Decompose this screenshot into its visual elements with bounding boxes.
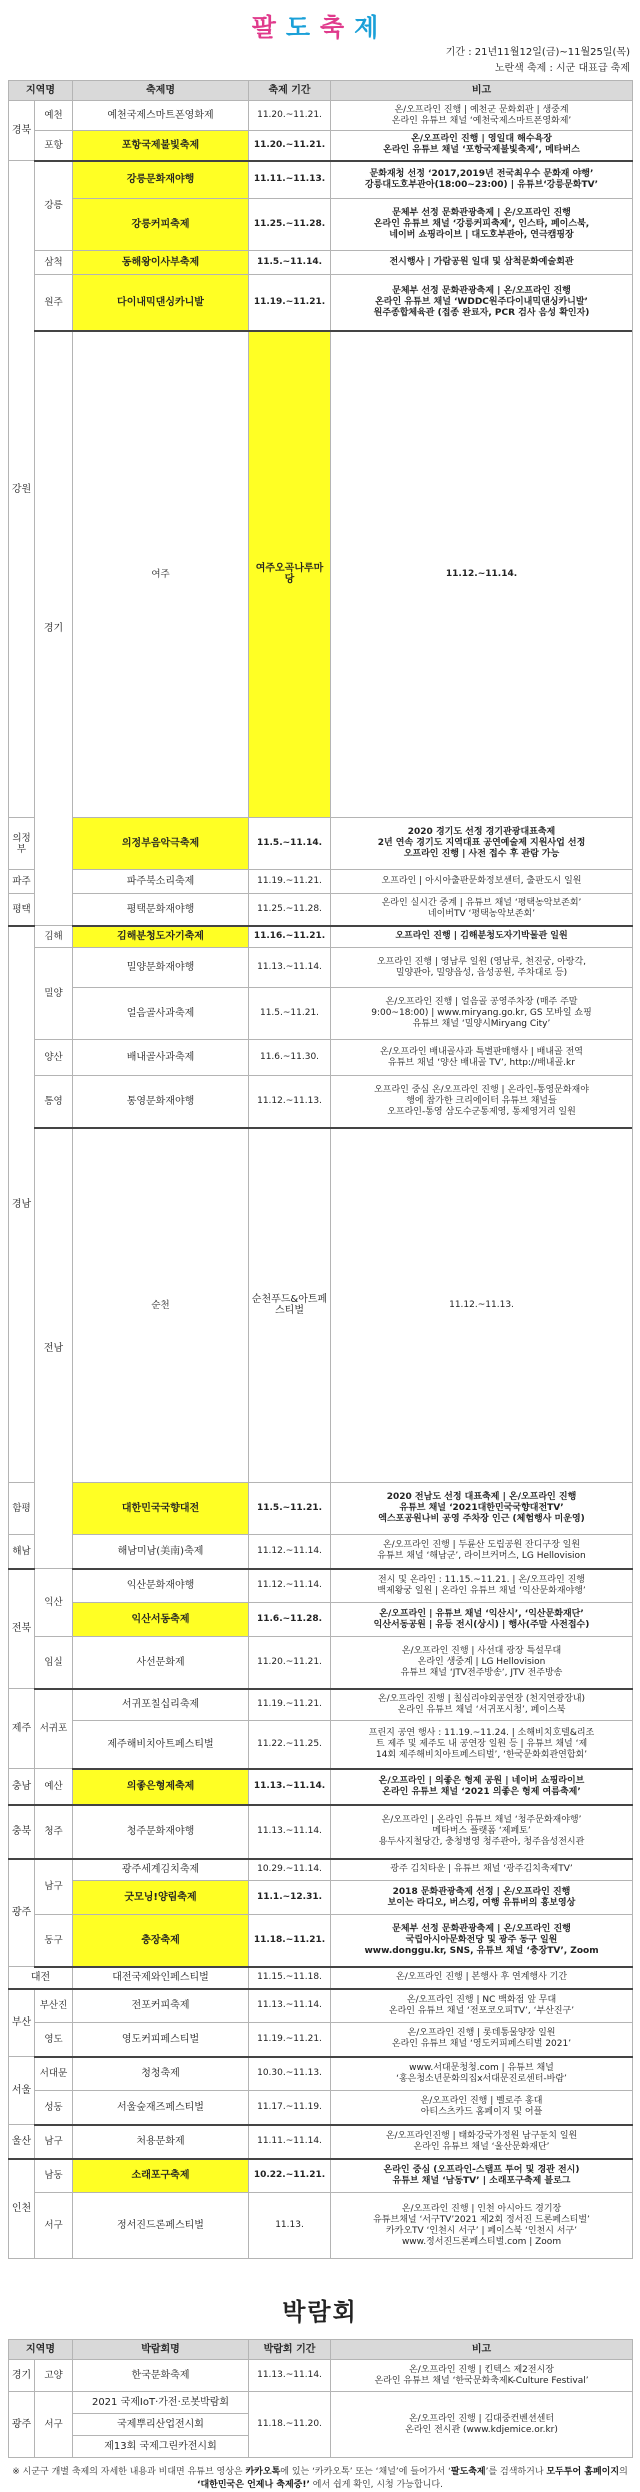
festival-row xyxy=(9,870,633,894)
festival-period: 11.13.~11.14. xyxy=(249,1989,331,2023)
festival-row xyxy=(9,1721,633,1769)
festival-name: 대전국제와인페스티벌 xyxy=(73,1967,249,1989)
festival-note: 2018 문화관광축제 선정 | 온/오프라인 진행 보이는 라디오, 버스킹, 여행 유튜버의 홍보영상 xyxy=(331,1881,633,1915)
expo-header-region: 지역명 xyxy=(9,2340,73,2360)
region-cell: 충남 xyxy=(9,1769,35,1805)
footnote-part: 에서 쉽게 확인, 시청 가능합니다. xyxy=(309,2480,443,2490)
festival-name: 포항국제불빛축제 xyxy=(73,131,249,161)
region-cell: 부산 xyxy=(9,1989,35,2057)
festival-row xyxy=(9,1040,633,1076)
festival-row xyxy=(9,1689,633,1721)
expo-period: 11.18.~11.20. xyxy=(249,2392,331,2458)
festival-name: 강릉문화재야행 xyxy=(73,161,249,199)
festival-name: 처용문화제 xyxy=(73,2125,249,2159)
city-cell: 밀양 xyxy=(35,948,73,1040)
festival-row xyxy=(9,199,633,251)
festival-name: 사선문화제 xyxy=(73,1637,249,1689)
festival-row xyxy=(9,2057,633,2091)
festival-name: 굿모닝!양림축제 xyxy=(73,1881,249,1915)
festival-row xyxy=(9,1483,633,1535)
festival-name: 평택문화재야행 xyxy=(73,894,249,926)
festival-period: 11.25.~11.28. xyxy=(249,199,331,251)
city-cell: 청주 xyxy=(35,1805,73,1859)
festival-note: 온/오프라인 진행 | 얼음골 공영주차장 (매주 주말 9:00~18:00) | www.miryang.go.kr, GS 모바일 쇼핑 유튜브 채널 ‘밀양시Miryang City’ xyxy=(331,988,633,1040)
festival-row xyxy=(9,2193,633,2259)
festival-name: 충장축제 xyxy=(73,1915,249,1967)
festival-period: 11.17.~11.19. xyxy=(249,2091,331,2125)
festival-note: 온/오프라인 진행 | 롯데통물양장 일원 온라인 유튜브 채널 ‘영도커피페스티벌 2021’ xyxy=(331,2023,633,2057)
city-cell: 양산 xyxy=(35,1040,73,1076)
festival-period: 11.12.~11.14. xyxy=(249,1535,331,1569)
expo-header-period: 박람회 기간 xyxy=(249,2340,331,2360)
festival-row xyxy=(9,818,633,870)
city-cell: 김해 xyxy=(35,926,73,948)
page-title xyxy=(0,0,640,44)
city-cell: 해남 xyxy=(9,1535,35,1569)
festival-note: 온/오프라인 진행 | 인천 아시아드 경기장 유튜브채널 ‘서구TV’2021 제2회 정서진 드론페스티벌’ 카카오TV ‘인천시 서구’ | 페이스북 ‘인천시 서구’ www.정서진드론페스티벌.com | Zoom xyxy=(331,2193,633,2259)
festival-note: 온/오프라인 배내골사과 특별판매행사 | 배내골 전역 유튜브 채널 ‘양산 배내골 TV’, http://배내골.kr xyxy=(331,1040,633,1076)
festival-note: 2020 경기도 선정 경기관광대표축제 2년 연속 경기도 지역대표 공연예술제 지원사업 선정 오프라인 진행 | 사전 접수 후 관람 가능 xyxy=(331,818,633,870)
festival-row xyxy=(9,2159,633,2193)
festival-row xyxy=(9,1769,633,1805)
festival-name: 김해분청도자기축제 xyxy=(73,926,249,948)
festival-row xyxy=(9,948,633,988)
expo-title xyxy=(0,2283,640,2339)
festival-note: 온/오프라인 진행 | 영일대 해수욕장 온라인 유튜브 채널 ‘포항국제불빛축제’, 메타버스 xyxy=(331,131,633,161)
header-region: 지역명 xyxy=(9,81,73,101)
festival-period: 11.19.~11.21. xyxy=(249,275,331,331)
festival-note: 전시행사 | 가람공원 일대 및 삼척문화예술회관 xyxy=(331,251,633,275)
meta-block xyxy=(0,46,640,76)
festival-name: 서울숲재즈페스티벌 xyxy=(73,2091,249,2125)
festival-period: 11.5.~11.21. xyxy=(249,988,331,1040)
festival-note: 문체부 선정 문화관광축제 | 온/오프라인 진행 온라인 유튜브 채널 ‘강릉커피축제’, 인스타, 페이스북, 네이버 쇼핑라이브 | 대도호부관아, 연극캠핑장 xyxy=(331,199,633,251)
festival-note: 오프라인 진행 | 김해분청도자기박물관 일원 xyxy=(331,926,633,948)
festival-note: 온/오프라인 진행 | NC 백화점 앞 무대 온라인 유튜브 채널 ‘전포코오피TV’, ‘부산진구’ xyxy=(331,1989,633,2023)
festival-row xyxy=(9,1603,633,1637)
festival-period: 11.19.~11.21. xyxy=(249,2023,331,2057)
footnote-part: 의 xyxy=(619,2467,628,2477)
festival-name: 순천푸드&아트페스티벌 xyxy=(249,1128,331,1483)
festival-name: 동해왕이사부축제 xyxy=(73,251,249,275)
region-cell: 광주 xyxy=(9,1859,35,1967)
festival-name: 청주문화재야행 xyxy=(73,1805,249,1859)
festival-period: 11.22.~11.25. xyxy=(249,1721,331,1769)
expo-name: 2021 국제IoT·가전·로봇박람회 xyxy=(73,2392,249,2414)
festival-note: 온/오프라인 진행 | 본행사 후 연계행사 기간 xyxy=(331,1967,633,1989)
festival-name: 소래포구축제 xyxy=(73,2159,249,2193)
festival-row xyxy=(9,1967,633,1989)
footnote-bold: 모두투어 홈페이지 xyxy=(546,2467,620,2477)
festival-note: 오프라인 중심 온/오프라인 진행 | 온라인-통영문화재야 행에 참가한 크리에이터 유튜브 채널들 오프라인-통영 삼도수군통제영, 통제영거리 일원 xyxy=(331,1076,633,1128)
festival-name: 예천국제스마트폰영화제 xyxy=(73,101,249,131)
festival-note: 프린지 공연 행사 : 11.19.~11.24. | 소해비치호텔&리조 트 제주 및 제주도 내 공연장 일원 등 | 유튜브 채널 ‘제 14회 제주해비치아트페스티벌’, ‘한국문화회관연합회’ xyxy=(331,1721,633,1769)
festival-table xyxy=(8,80,633,2259)
festival-period: 11.19.~11.21. xyxy=(249,870,331,894)
festival-row xyxy=(9,1805,633,1859)
festival-period: 11.11.~11.13. xyxy=(249,161,331,199)
expo-city: 서구 xyxy=(35,2392,73,2458)
festival-period: 11.18.~11.21. xyxy=(249,1915,331,1967)
festival-name: 파주북소리축제 xyxy=(73,870,249,894)
city-cell: 남구 xyxy=(35,2125,73,2159)
festival-period: 11.19.~11.21. xyxy=(249,1689,331,1721)
festival-period: 11.25.~11.28. xyxy=(249,894,331,926)
region-cell: 경기 xyxy=(35,331,73,926)
festival-note: 전시 및 온라인 : 11.15.~11.21. | 온/오프라인 진행 백제왕궁 일원 | 온라인 유튜브 채널 ‘익산문화재야행’ xyxy=(331,1569,633,1603)
title-char-2: 도 xyxy=(285,13,320,42)
festival-period: 10.30.~11.13. xyxy=(249,2057,331,2091)
festival-name: 다이내믹댄싱카니발 xyxy=(73,275,249,331)
festival-note: 문화재청 선정 ‘2017,2019년 전국최우수 문화재 야행’ 강릉대도호부관아(18:00~23:00) | 유튜브‘강릉문화TV’ xyxy=(331,161,633,199)
city-cell: 통영 xyxy=(35,1076,73,1128)
city-cell: 순천 xyxy=(73,1128,249,1483)
festival-row xyxy=(9,926,633,948)
city-cell: 영도 xyxy=(35,2023,73,2057)
festival-note: 온/오프라인 진행 | 두륜산 도립공원 잔디구장 일원 유튜브 채널 ‘해남군’, 라이브커머스, LG Hellovision xyxy=(331,1535,633,1569)
festival-period: 11.13. xyxy=(249,2193,331,2259)
festival-name: 밀양문화재야행 xyxy=(73,948,249,988)
festival-name: 광주세계김치축제 xyxy=(73,1859,249,1881)
festival-note: 2020 전남도 선정 대표축제 | 온/오프라인 진행 유튜브 채널 ‘2021대한민국국향대전TV’ 엑스포공원나비 공영 주차장 인근 (체험행사 미운영) xyxy=(331,1483,633,1535)
expo-header-name: 박람회명 xyxy=(73,2340,249,2360)
festival-period: 11.15.~11.18. xyxy=(249,1967,331,1989)
festival-note: 문체부 선정 문화관광축제 | 온/오프라인 진행 국립아시아문화전당 및 광주 동구 일원 www.donggu.kr, SNS, 유튜브 채널 ‘충장TV’, Zoom xyxy=(331,1915,633,1967)
expo-note: 온/오프라인 진행 | 김대중컨벤션센터 온라인 전시관 (www.kdjemice.or.kr) xyxy=(331,2392,633,2458)
festival-period: 11.1.~12.31. xyxy=(249,1881,331,1915)
header-note: 비고 xyxy=(331,81,633,101)
festival-row xyxy=(9,275,633,331)
region-cell: 인천 xyxy=(9,2159,35,2259)
festival-row xyxy=(9,1535,633,1569)
footnote-part: ※ 시군구 개별 축제의 자세한 내용과 비대면 유튜브 영상은 xyxy=(12,2467,246,2477)
festival-note: www.서대문청청.com | 유튜브 채널 ‘홍은청소년문화의집x서대문진로센터-바람’ xyxy=(331,2057,633,2091)
city-cell: 강릉 xyxy=(35,161,73,251)
footnote-bold: ‘대한민국은 언제나 축제중!’ xyxy=(197,2480,310,2490)
festival-period: 11.13.~11.14. xyxy=(249,1769,331,1805)
festival-period: 11.6.~11.28. xyxy=(249,1603,331,1637)
expo-title-text: 박람회 xyxy=(282,2298,358,2326)
region-cell: 서울 xyxy=(9,2057,35,2125)
city-cell: 익산 xyxy=(35,1569,73,1637)
festival-row xyxy=(9,1637,633,1689)
city-cell: 부산진 xyxy=(35,1989,73,2023)
expo-row xyxy=(9,2360,633,2392)
festival-row xyxy=(9,2091,633,2125)
city-cell: 임실 xyxy=(35,1637,73,1689)
festival-name: 익산서동축제 xyxy=(73,1603,249,1637)
region-cell: 경북 xyxy=(9,101,35,161)
festival-period: 11.6.~11.30. xyxy=(249,1040,331,1076)
expo-name: 한국문화축제 xyxy=(73,2360,249,2392)
expo-city: 고양 xyxy=(35,2360,73,2392)
festival-row xyxy=(9,1989,633,2023)
festival-row xyxy=(9,161,633,199)
festival-name: 익산문화재야행 xyxy=(73,1569,249,1603)
festival-period: 11.20.~11.21. xyxy=(249,131,331,161)
expo-period: 11.13.~11.14. xyxy=(249,2360,331,2392)
festival-row xyxy=(9,2125,633,2159)
expo-header-note: 비고 xyxy=(331,2340,633,2360)
festival-name: 서귀포칠십리축제 xyxy=(73,1689,249,1721)
festival-period: 11.5.~11.14. xyxy=(249,818,331,870)
festival-name: 여주오곡나루마당 xyxy=(249,331,331,818)
festival-period: 11.12.~11.13. xyxy=(331,1128,633,1483)
festival-period: 11.13.~11.14. xyxy=(249,1805,331,1859)
expo-name: 제13회 국제그린카전시회 xyxy=(73,2436,249,2458)
festival-row xyxy=(9,1569,633,1603)
festival-period: 11.20.~11.21. xyxy=(249,101,331,131)
festival-name: 청청축제 xyxy=(73,2057,249,2091)
city-cell: 동구 xyxy=(35,1915,73,1967)
festival-name: 전포커피축제 xyxy=(73,1989,249,2023)
city-cell: 포항 xyxy=(35,131,73,161)
festival-period: 11.13.~11.14. xyxy=(249,948,331,988)
festival-name: 강릉커피축제 xyxy=(73,199,249,251)
city-cell: 함평 xyxy=(9,1483,35,1535)
festival-period: 11.11.~11.14. xyxy=(249,2125,331,2159)
festival-note: 온/오프라인진행 | 태화강국가정원 남구둔치 일원 온라인 유튜브 채널 ‘울산문화재단’ xyxy=(331,2125,633,2159)
footnote-bold: 카카오톡 xyxy=(245,2467,281,2477)
city-cell: 의정부 xyxy=(9,818,35,870)
festival-period: 11.5.~11.14. xyxy=(249,251,331,275)
region-cell: 제주 xyxy=(9,1689,35,1769)
festival-name: 배내골사과축제 xyxy=(73,1040,249,1076)
city-cell: 삼척 xyxy=(35,251,73,275)
festival-note: 광주 김치타운 | 유튜브 채널 ‘광주김치축제TV’ xyxy=(331,1859,633,1881)
region-cell: 대전 xyxy=(9,1967,73,1989)
city-cell: 서귀포 xyxy=(35,1689,73,1769)
city-cell: 성동 xyxy=(35,2091,73,2125)
expo-region: 광주 xyxy=(9,2392,35,2458)
footnote-bold: 팔도축제 xyxy=(450,2467,486,2477)
title-char-4: 제 xyxy=(354,13,389,42)
city-cell: 서구 xyxy=(35,2193,73,2259)
footnote-part: ’를 검색하거나 xyxy=(485,2467,547,2477)
festival-name: 영도커피페스티벌 xyxy=(73,2023,249,2057)
expo-note: 온/오프라인 진행 | 킨텍스 제2전시장 온라인 유튜브 채널 ‘한국문화축제K-Culture Festival’ xyxy=(331,2360,633,2392)
footnote xyxy=(8,2466,632,2492)
city-cell: 예산 xyxy=(35,1769,73,1805)
city-cell: 평택 xyxy=(9,894,35,926)
festival-name: 대한민국국향대전 xyxy=(73,1483,249,1535)
header-period: 축제 기간 xyxy=(249,81,331,101)
festival-row xyxy=(9,101,633,131)
festival-note: 온/오프라인 진행 | 칠십리야외공연장 (천지연광장내) 온라인 유튜브 채널 ‘서귀포시청’, 페이스북 xyxy=(331,1689,633,1721)
festival-period: 11.12.~11.14. xyxy=(331,331,633,818)
festival-row xyxy=(9,894,633,926)
footnote-part: 에 있는 ‘카카오톡’ 또는 ‘채널’에 들어가서 ‘ xyxy=(280,2467,451,2477)
header-name: 축제명 xyxy=(73,81,249,101)
region-cell: 충북 xyxy=(9,1805,35,1859)
festival-row xyxy=(9,1915,633,1967)
region-cell: 강원 xyxy=(9,161,35,818)
period-line: 기간 : 21년11월12일(금)~11월25일(목) xyxy=(445,47,630,58)
festival-period: 10.22.~11.21. xyxy=(249,2159,331,2193)
festival-row xyxy=(9,2023,633,2057)
festival-row xyxy=(9,1881,633,1915)
city-cell: 서대문 xyxy=(35,2057,73,2091)
expo-region: 경기 xyxy=(9,2360,35,2392)
festival-row xyxy=(9,131,633,161)
festival-note: 오프라인 | 아시아출판문화정보센터, 출판도시 일원 xyxy=(331,870,633,894)
festival-note: 온/오프라인 | 유튜브 채널 ‘익산시’, ‘익산문화재단’ 익산서동공원 | 유등 전시(상시) | 행사(주말 사전접수) xyxy=(331,1603,633,1637)
legend-line: 노란색 축제 : 시군 대표급 축제 xyxy=(494,63,630,74)
festival-period: 10.29.~11.14. xyxy=(249,1859,331,1881)
festival-note: 온/오프라인 | 의좋은 형제 공원 | 네이버 쇼핑라이브 온라인 유튜브 채널 ‘2021 의좋은 형제 여름축제’ xyxy=(331,1769,633,1805)
city-cell: 원주 xyxy=(35,275,73,331)
city-cell: 파주 xyxy=(9,870,35,894)
region-cell: 전남 xyxy=(35,1128,73,1569)
festival-period: 11.16.~11.21. xyxy=(249,926,331,948)
festival-period: 11.12.~11.13. xyxy=(249,1076,331,1128)
city-cell: 여주 xyxy=(73,331,249,818)
region-cell: 경남 xyxy=(9,926,35,1483)
festival-name: 의정부음악극축제 xyxy=(73,818,249,870)
festival-name: 해남미남(美南)축제 xyxy=(73,1535,249,1569)
festival-name: 의좋은형제축제 xyxy=(73,1769,249,1805)
festival-note: 온라인 실시간 중계 | 유튜브 채널 ‘평택농악보존회’ 네이버TV ‘평택농악보존회’ xyxy=(331,894,633,926)
festival-row xyxy=(9,251,633,275)
title-char-1: 팔 xyxy=(251,13,286,42)
title-char-3: 축 xyxy=(320,13,355,42)
city-cell: 남구 xyxy=(35,1859,73,1915)
region-cell: 전북 xyxy=(9,1569,35,1689)
festival-period: 11.5.~11.21. xyxy=(249,1483,331,1535)
festival-header-row xyxy=(9,81,633,101)
festival-note: 온/오프라인 | 온라인 유튜브 채널 ‘청주문화재야행’ 메타버스 플랫폼 ‘제페토’ 용두사지철당간, 충청병영 청주관아, 청주읍성전시관 xyxy=(331,1805,633,1859)
city-cell: 남동 xyxy=(35,2159,73,2193)
festival-note: 오프라인 진행 | 영남루 일원 (영남루, 천진궁, 아랑각, 밀양관아, 밀양읍성, 읍성공원, 주차대로 등) xyxy=(331,948,633,988)
festival-note: 문체부 선정 문화관광축제 | 온/오프라인 진행 온라인 유튜브 채널 ‘WDDC원주다이내믹댄싱카니발’ 원주종합체육관 (접종 완료자, PCR 검사 음성 확인자) xyxy=(331,275,633,331)
city-cell: 예천 xyxy=(35,101,73,131)
region-cell: 울산 xyxy=(9,2125,35,2159)
festival-note: 온/오프라인 진행 | 사선대 광장 특설무대 온라인 생중계 | LG Hellovision 유튜브 채널 ‘JTV전주방송’, JTV 전주방송 xyxy=(331,1637,633,1689)
festival-period: 11.20.~11.21. xyxy=(249,1637,331,1689)
expo-row xyxy=(9,2392,633,2414)
festival-note: 온/오프라인 진행 | 예천군 문화회관 | 생중계 온라인 유튜브 채널 ‘예천국제스마트폰영화제’ xyxy=(331,101,633,131)
expo-header-row xyxy=(9,2340,633,2360)
festival-name: 통영문화재야행 xyxy=(73,1076,249,1128)
festival-row xyxy=(9,331,633,818)
expo-name: 국제뿌리산업전시회 xyxy=(73,2414,249,2436)
festival-period: 11.12.~11.14. xyxy=(249,1569,331,1603)
expo-table xyxy=(8,2339,633,2458)
festival-row xyxy=(9,1859,633,1881)
festival-name: 얼음골사과축제 xyxy=(73,988,249,1040)
festival-name: 제주해비치아트페스티벌 xyxy=(73,1721,249,1769)
festival-row xyxy=(9,1076,633,1128)
festival-note: 온/오프라인 진행 | 벨로주 홍대 아티스츠카드 홈페이지 및 어플 xyxy=(331,2091,633,2125)
festival-note: 온라인 중심 (오프라인-스탬프 투어 및 경관 전시) 유튜브 채널 ‘남동TV’ | 소래포구축제 블로그 xyxy=(331,2159,633,2193)
festival-row xyxy=(9,988,633,1040)
festival-row xyxy=(9,1128,633,1483)
festival-name: 정서진드론페스티벌 xyxy=(73,2193,249,2259)
